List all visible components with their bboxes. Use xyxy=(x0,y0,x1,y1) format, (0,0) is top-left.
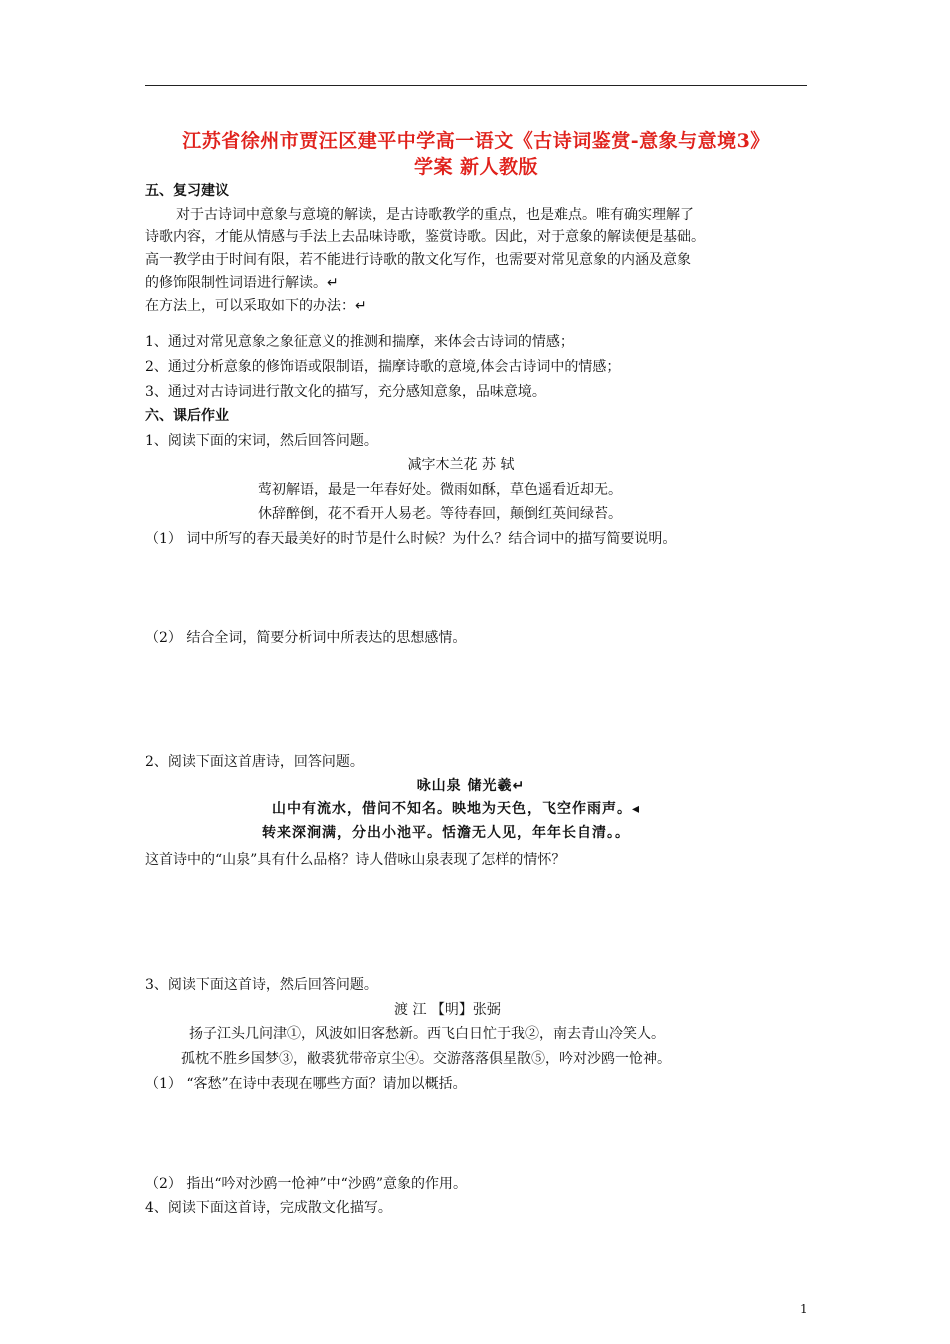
q2-question: 这首诗中的“山泉”具有什么品格？诗人借咏山泉表现了怎样的情怀？ xyxy=(145,852,566,868)
q2-intro: 2、阅读下面这首唐诗，回答问题。 xyxy=(145,754,364,770)
document-title-line-2: 学案 新人教版 xyxy=(413,156,539,178)
q1-sub-question-1: （1） 词中所写的春天最美好的时节是什么时候？为什么？结合词中的描写简要说明。 xyxy=(145,531,677,547)
q2-poem-line-1: 山中有流水，借问不知名。映地为天色，飞空作雨声。◂ xyxy=(272,801,641,817)
section-5-para-line-5: 在方法上，可以采取如下的办法：↵ xyxy=(145,298,367,314)
q3-poem-title: 渡 江 【明】张弼 xyxy=(394,1002,501,1018)
q2-poem-title: 咏山泉 储光羲↵ xyxy=(416,778,526,794)
q1-poem-title: 减字木兰花 苏 轼 xyxy=(407,457,515,473)
method-item-3: 3、通过对古诗词进行散文化的描写，充分感知意象，品味意境。 xyxy=(145,384,546,400)
document-title-line-1: 江苏省徐州市贾汪区建平中学高一语文《古诗词鉴赏-意象与意境3》 xyxy=(182,130,770,152)
q3-sub-question-1: （1） “客愁”在诗中表现在哪些方面？请加以概括。 xyxy=(145,1076,467,1092)
q1-sub-question-2: （2） 结合全词，简要分析词中所表达的思想感情。 xyxy=(145,630,467,646)
section-5-para-line-1: 对于古诗词中意象与意境的解读，是古诗歌教学的重点，也是难点。唯有确实理解了 xyxy=(176,207,694,223)
q4-intro: 4、阅读下面这首诗，完成散文化描写。 xyxy=(145,1200,392,1216)
q1-poem-line-1: 莺初解语，最是一年春好处。微雨如酥，草色遥看近却无。 xyxy=(258,482,622,498)
section-5-para-line-2: 诗歌内容，才能从情感与手法上去品味诗歌，鉴赏诗歌。因此，对于意象的解读便是基础。 xyxy=(145,229,705,245)
page-number: 1 xyxy=(800,1302,808,1316)
section-5-para-line-3: 高一教学由于时间有限，若不能进行诗歌的散文化写作，也需要对常见意象的内涵及意象 xyxy=(145,252,691,268)
q2-poem-line-2: 转来深涧满，分出小池平。恬澹无人见，年年长自清。。 xyxy=(262,825,630,841)
section-5-para-line-4: 的修饰限制性词语进行解读。↵ xyxy=(145,275,339,291)
q3-sub-question-2: （2） 指出“吟对沙鸥一怆神”中“沙鸥”意象的作用。 xyxy=(145,1176,467,1192)
q1-intro: 1、阅读下面的宋词，然后回答问题。 xyxy=(145,433,378,449)
q3-poem-line-1: 扬子江头几问津①，风波如旧客愁新。西飞白日忙于我②，南去青山冷笑人。 xyxy=(189,1026,665,1042)
section-5-heading: 五、复习建议 xyxy=(145,183,229,199)
q3-intro: 3、阅读下面这首诗，然后回答问题。 xyxy=(145,977,378,993)
header-rule xyxy=(145,85,807,86)
method-item-1: 1、通过对常见意象之象征意义的推测和揣摩，来体会古诗词的情感； xyxy=(145,334,574,350)
method-item-2: 2、通过分析意象的修饰语或限制语，揣摩诗歌的意境,体会古诗词中的情感； xyxy=(145,359,621,375)
q3-poem-line-2: 孤枕不胜乡国梦③，敝裘犹带帝京尘④。交游落落俱星散⑤，吟对沙鸥一怆神。 xyxy=(181,1051,671,1067)
section-6-heading: 六、课后作业 xyxy=(145,408,229,424)
q1-poem-line-2: 休辞醉倒，花不看开人易老。等待春回，颠倒红英间绿苔。 xyxy=(258,506,622,522)
